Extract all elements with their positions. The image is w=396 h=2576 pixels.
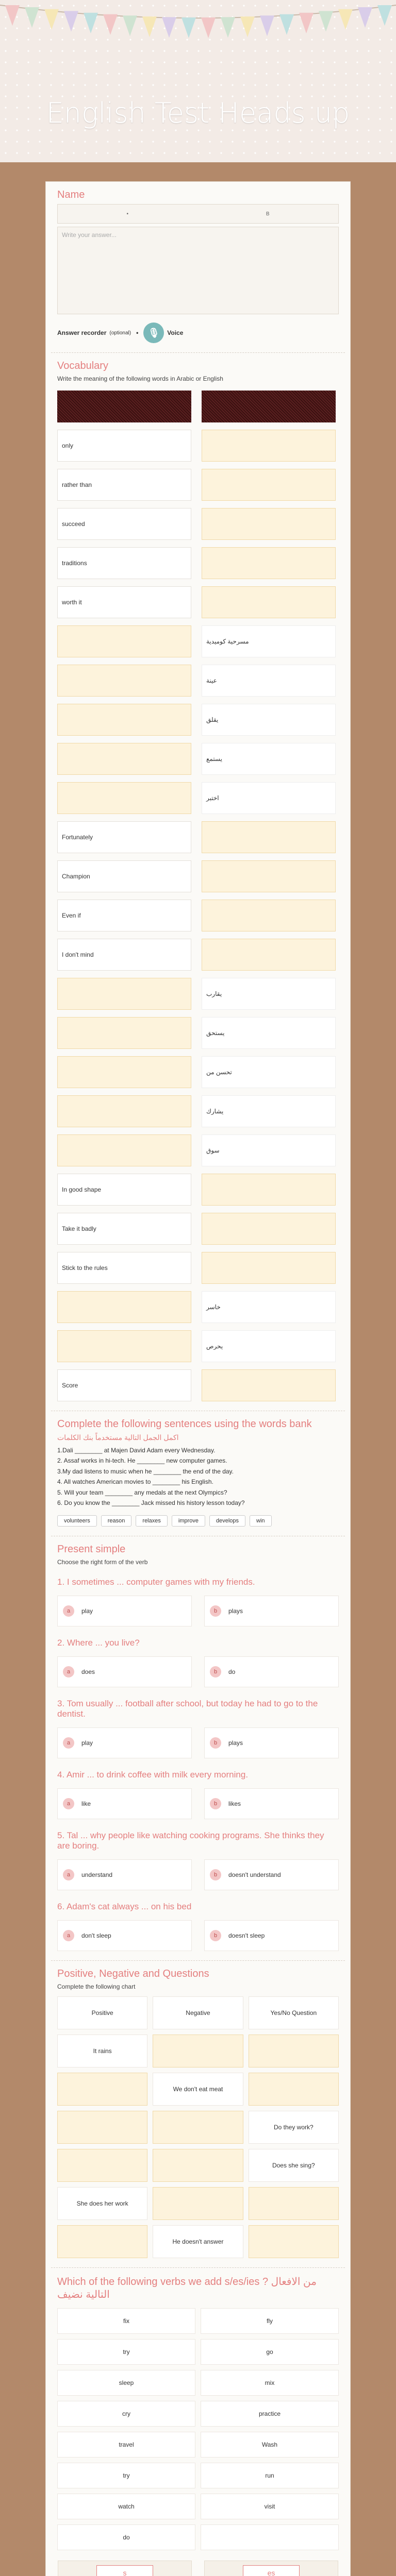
option-label: plays — [228, 1739, 243, 1747]
option-label: play — [81, 1607, 93, 1615]
drop-zone-s[interactable] — [58, 2561, 192, 2576]
vocab-answer-input[interactable] — [202, 1252, 336, 1284]
vocab-word: I don't mind — [57, 939, 191, 971]
vocab-answer-input[interactable] — [202, 469, 336, 501]
name-section — [51, 182, 345, 353]
name-label: Name — [57, 189, 85, 200]
present-simple-instruction: Choose the right form of the verb — [57, 1558, 148, 1566]
option-a[interactable] — [57, 1727, 192, 1758]
worksheet-paper — [45, 181, 351, 2576]
vocab-word: Even if — [57, 900, 191, 931]
option-b[interactable] — [204, 1788, 339, 1819]
pnq-instruction: Complete the following chart — [57, 1983, 136, 1991]
sentence-line: 1.Dali ________ at Majen David Adam every Wednesday. — [57, 1447, 216, 1454]
recorder-hint: (optional) — [109, 330, 131, 336]
option-letter-a: a — [63, 1869, 74, 1880]
verb-tile[interactable]: visit — [201, 2494, 339, 2519]
options-row — [57, 1596, 339, 1626]
verb-tile[interactable]: travel — [57, 2432, 195, 2458]
option-letter-a: a — [63, 1666, 74, 1677]
option-label: doesn't sleep — [228, 1932, 265, 1940]
vocab-arabic-word: تحسن من — [202, 1056, 336, 1088]
present-simple-section — [51, 1536, 345, 1961]
vocab-answer-input[interactable] — [57, 625, 191, 657]
option-letter-a: a — [63, 1798, 74, 1809]
vocab-word: worth it — [57, 586, 191, 618]
vocab-answer-input[interactable] — [202, 860, 336, 892]
option-label: like — [81, 1800, 91, 1808]
verbs-section — [51, 2268, 345, 2576]
option-label: play — [81, 1739, 93, 1747]
verb-tile[interactable]: fly — [201, 2308, 339, 2334]
option-b[interactable] — [204, 1727, 339, 1758]
bunting-flag — [25, 7, 39, 28]
sentences-arabic: اكمل الجمل التالية مستخدماً بنك الكلمات — [57, 1433, 179, 1442]
verb-tile[interactable]: do — [57, 2524, 195, 2550]
verb-tile[interactable]: mix — [201, 2370, 339, 2396]
option-b[interactable] — [204, 1596, 339, 1626]
option-letter-b: b — [210, 1737, 221, 1749]
vocab-answer-input[interactable] — [202, 900, 336, 931]
bunting-flag — [84, 13, 98, 33]
vocab-word: Fortunately — [57, 821, 191, 853]
vocab-answer-input[interactable] — [57, 1017, 191, 1049]
vocab-answer-input[interactable] — [202, 430, 336, 462]
vocab-header-left — [57, 391, 191, 422]
vocab-word: traditions — [57, 547, 191, 579]
sentence-line: 5. Will your team ________ any medals at the next Olympics? — [57, 1488, 227, 1496]
chart-input[interactable] — [249, 2035, 339, 2067]
option-b[interactable] — [204, 1920, 339, 1951]
chart-input[interactable] — [153, 2149, 243, 2182]
vocab-word: rather than — [57, 469, 191, 501]
sentences-section — [51, 1411, 345, 1536]
sentences-title: Complete the following sentences using the words bank — [57, 1418, 312, 1430]
bunting-flag — [201, 18, 216, 38]
option-label: doesn't understand — [228, 1871, 281, 1879]
word-bank-chip[interactable]: reason — [101, 1515, 132, 1527]
vocab-arabic-word: يحرص — [202, 1330, 336, 1362]
recorder-label: Answer recorder — [57, 329, 107, 336]
options-row — [57, 1859, 339, 1890]
word-bank — [57, 1515, 339, 1527]
option-label: likes — [228, 1800, 241, 1808]
pnq-section — [51, 1961, 345, 2268]
bunting-flag — [377, 5, 392, 26]
option-letter-a: a — [63, 1737, 74, 1749]
option-a[interactable] — [57, 1596, 192, 1626]
vocab-word: succeed — [57, 508, 191, 540]
chart-input[interactable] — [57, 2111, 147, 2144]
bunting-flag — [64, 11, 78, 31]
option-b[interactable] — [204, 1859, 339, 1890]
vocab-answer-input[interactable] — [202, 939, 336, 971]
vocab-answer-input[interactable] — [57, 1095, 191, 1127]
answer-recorder: Answer recorder (optional) • 🎙 Voice — [57, 323, 339, 343]
word-bank-chip[interactable]: relaxes — [136, 1515, 167, 1527]
options-row — [57, 1656, 339, 1687]
word-bank-chip[interactable]: volunteers — [57, 1515, 97, 1527]
chart-header: Yes/No Question — [249, 1996, 339, 2029]
option-a[interactable] — [57, 1920, 192, 1951]
chart-cell: We don't eat meat — [153, 2073, 243, 2106]
vocab-arabic-word: يقارب — [202, 978, 336, 1010]
bunting-flag — [162, 17, 176, 38]
chart-cell: Does she sing? — [249, 2149, 339, 2182]
bunting-flag — [240, 16, 255, 37]
option-b[interactable] — [204, 1656, 339, 1687]
verb-tile[interactable]: sleep — [57, 2370, 195, 2396]
vocab-word: Score — [57, 1369, 191, 1401]
chart-input[interactable] — [57, 2149, 147, 2182]
verb-grid — [57, 2308, 339, 2550]
option-label: plays — [228, 1607, 243, 1615]
vocab-arabic-word: اختبر — [202, 782, 336, 814]
chart-header: Negative — [153, 1996, 243, 2029]
vocab-answer-input[interactable] — [202, 1369, 336, 1401]
vocab-arabic-word: مسرحية كوميدية — [202, 625, 336, 657]
option-a[interactable] — [57, 1656, 192, 1687]
word-bank-chip[interactable]: win — [250, 1515, 272, 1527]
microphone-icon[interactable]: 🎙 — [143, 323, 164, 343]
chart-input[interactable] — [153, 2035, 243, 2067]
present-simple-title: Present simple — [57, 1544, 126, 1555]
vocab-answer-input[interactable] — [202, 547, 336, 579]
bunting-flag — [260, 15, 274, 36]
options-row — [57, 1920, 339, 1951]
bunting-flag — [182, 18, 196, 38]
vocab-answer-input[interactable] — [57, 978, 191, 1010]
question-text: 2. Where ... you live? — [57, 1638, 140, 1648]
option-letter-a: a — [63, 1930, 74, 1941]
verb-tile[interactable]: run — [201, 2463, 339, 2488]
option-letter-a: a — [63, 1605, 74, 1617]
verb-tile[interactable]: try — [57, 2463, 195, 2488]
option-letter-b: b — [210, 1869, 221, 1880]
bunting-flag — [123, 15, 137, 36]
vocab-arabic-word: عينة — [202, 665, 336, 697]
option-a[interactable] — [57, 1859, 192, 1890]
bunting-flag — [142, 16, 157, 37]
vocabulary-grid — [57, 391, 339, 1401]
vocab-answer-input[interactable] — [57, 1134, 191, 1166]
verb-tile[interactable]: practice — [201, 2401, 339, 2427]
chart-cell: He doesn't answer — [153, 2225, 243, 2258]
question-text: 4. Amir ... to drink coffee with milk every morning. — [57, 1770, 249, 1780]
option-label: does — [81, 1668, 95, 1676]
vocab-word: Take it badly — [57, 1213, 191, 1245]
vocab-arabic-word: يستمع — [202, 743, 336, 775]
vocab-answer-input[interactable] — [202, 586, 336, 618]
verbs-title: Which of the following verbs we add s/es/ies ? من الافعال التالية نضيف — [57, 2276, 317, 2301]
bunting-flag — [5, 5, 20, 26]
vocab-arabic-word: يشارك — [202, 1095, 336, 1127]
verb-tile[interactable] — [201, 2524, 339, 2550]
option-label: do — [228, 1668, 236, 1676]
vocab-header-right — [202, 391, 336, 422]
present-simple-questions — [57, 1577, 339, 1951]
options-row — [57, 1727, 339, 1758]
vocab-word: Champion — [57, 860, 191, 892]
verb-tile[interactable]: Wash — [201, 2432, 339, 2458]
chart-cell: She does her work — [57, 2187, 147, 2220]
vocab-word: In good shape — [57, 1174, 191, 1206]
option-letter-b: b — [210, 1605, 221, 1617]
sentence-line: 4. All watches American movies to ________ his English. — [57, 1478, 213, 1486]
vocab-answer-input[interactable] — [202, 821, 336, 853]
option-letter-b: b — [210, 1666, 221, 1677]
chart-input[interactable] — [57, 2073, 147, 2106]
question-text: 5. Tal ... why people like watching cooking programs. She thinks they are boring. — [57, 1831, 324, 1851]
bunting-flag — [319, 11, 333, 31]
verb-tile[interactable]: go — [201, 2339, 339, 2365]
chart-cell: Do they work? — [249, 2111, 339, 2144]
options-row — [57, 1788, 339, 1819]
option-letter-b: b — [210, 1930, 221, 1941]
vocabulary-section — [51, 353, 345, 1411]
page-title: English Test Heads up — [46, 97, 350, 129]
bunting-flag — [279, 14, 294, 35]
chart-input[interactable] — [249, 2225, 339, 2258]
drop-zone-es[interactable] — [204, 2561, 338, 2576]
vocabulary-instruction: Write the meaning of the following words in Arabic or English — [57, 375, 223, 382]
sentences-list — [57, 1445, 339, 1508]
bunting-flag — [103, 14, 118, 35]
sentence-line: 6. Do you know the ________ Jack missed his history lesson today? — [57, 1499, 245, 1506]
pnq-chart — [57, 1996, 339, 2258]
verb-tile[interactable]: cry — [57, 2401, 195, 2427]
vocab-answer-input[interactable] — [202, 1174, 336, 1206]
option-label: understand — [81, 1871, 113, 1879]
vocab-answer-input[interactable] — [202, 508, 336, 540]
bunting-flag — [358, 7, 372, 28]
drop-zones — [57, 2561, 339, 2576]
chart-cell: It rains — [57, 2035, 147, 2067]
drop-label-es: es — [243, 2565, 300, 2576]
bunting-flag — [44, 9, 59, 30]
drop-label-s: s — [96, 2565, 153, 2576]
vocab-answer-input[interactable] — [57, 743, 191, 775]
vocab-answer-input[interactable] — [57, 665, 191, 697]
chart-input[interactable] — [153, 2111, 243, 2144]
vocab-word: Stick to the rules — [57, 1252, 191, 1284]
word-bank-chip[interactable]: improve — [172, 1515, 205, 1527]
name-input[interactable]: • B — [57, 204, 339, 224]
vocab-answer-input[interactable] — [57, 1330, 191, 1362]
answer-textarea[interactable]: Write your answer... — [57, 227, 339, 314]
bunting-flag — [221, 17, 235, 38]
option-label: don't sleep — [81, 1932, 111, 1940]
vocab-answer-input[interactable] — [57, 704, 191, 736]
chart-header: Positive — [57, 1996, 147, 2029]
chart-input[interactable] — [249, 2073, 339, 2106]
option-a[interactable] — [57, 1788, 192, 1819]
chart-input[interactable] — [249, 2187, 339, 2220]
bunting-flag — [299, 13, 314, 33]
vocab-arabic-word: يقلق — [202, 704, 336, 736]
question-text: 3. Tom usually ... football after school, but today he had to go to the dentist. — [57, 1699, 318, 1719]
vocab-answer-input[interactable] — [57, 1056, 191, 1088]
vocab-answer-input[interactable] — [57, 1291, 191, 1323]
vocab-answer-input[interactable] — [57, 782, 191, 814]
vocab-word: only — [57, 430, 191, 462]
vocab-answer-input[interactable] — [202, 1213, 336, 1245]
vocab-arabic-word: يستحق — [202, 1017, 336, 1049]
chart-input[interactable] — [57, 2225, 147, 2258]
pnq-title: Positive, Negative and Questions — [57, 1968, 209, 1980]
vocab-arabic-word: سوق — [202, 1134, 336, 1166]
option-letter-b: b — [210, 1798, 221, 1809]
verb-tile[interactable]: watch — [57, 2494, 195, 2519]
word-bank-chip[interactable]: develops — [209, 1515, 245, 1527]
chart-input[interactable] — [153, 2187, 243, 2220]
vocabulary-title: Vocabulary — [57, 360, 108, 371]
verb-tile[interactable]: try — [57, 2339, 195, 2365]
question-text: 6. Adam's cat always ... on his bed — [57, 1902, 192, 1912]
vocab-arabic-word: خاسر — [202, 1291, 336, 1323]
sentence-line: 3.My dad listens to music when he ________ the end of the day. — [57, 1467, 234, 1475]
bunting-flag — [338, 9, 353, 30]
sentence-line: 2. Assaf works in hi-tech. He ________ new computer games. — [57, 1457, 227, 1465]
voice-label: Voice — [167, 329, 184, 336]
verb-tile[interactable]: fix — [57, 2308, 195, 2334]
bunting-decoration — [0, 0, 396, 36]
question-text: 1. I sometimes ... computer games with my friends. — [57, 1577, 255, 1587]
